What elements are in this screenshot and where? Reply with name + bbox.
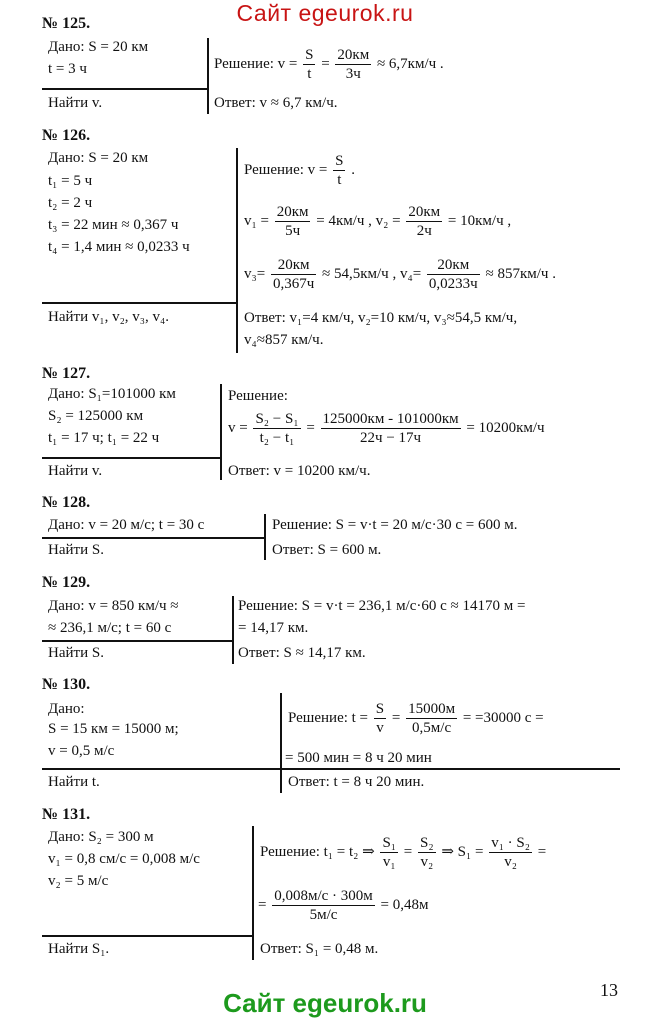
p131-find-line [42, 935, 254, 937]
problem-127-number: № 127. [42, 365, 91, 382]
p129-find: Найти S. [48, 645, 104, 661]
p129-given-1: Дано: v = 850 км/ч ≈ [48, 598, 179, 614]
p129-answer: Ответ: S ≈ 14,17 км. [238, 645, 366, 661]
p130-divider [280, 693, 282, 793]
p125-find: Найти v. [48, 95, 103, 111]
problem-125-number: № 125. [42, 15, 91, 32]
p126-given-3: t₂ = 2 ч [48, 195, 93, 211]
p130-solution: Решение: t = $\frac{S}{v}$ = $\frac{15000м}{0,5м/с}$ = =30000 с = [288, 701, 544, 737]
page-number: 13 [600, 980, 618, 1000]
p127-given-3: t₁ = 17 ч; t₁ = 22 ч [48, 430, 160, 446]
p131-given-1: Дано: S₂ = 300 м [48, 829, 154, 845]
p130-answer: Ответ: t = 8 ч 20 мин. [288, 774, 425, 790]
p126-given-2: t₁ = 5 ч [48, 173, 93, 189]
p128-given: Дано: v = 20 м/с; t = 30 с [48, 517, 205, 533]
p126-find: Найти v₁, v₂, v₃, v₄. [48, 309, 170, 325]
problem-129-number: № 129. [42, 574, 91, 591]
p126-given-4: t₃ = 22 мин ≈ 0,367 ч [48, 217, 179, 233]
p126-solution-row1: v₁ = $\frac{20км}{5ч}$ = 4км/ч , v₂ = $\frac{20км}{2ч}$ = 10км/ч , [244, 204, 512, 240]
p125-answer: Ответ: v ≈ 6,7 км/ч. [214, 95, 338, 111]
p131-solution-row1: Решение: t₁ = t₂ ⇒ $\frac{\text{S₁}}{\text{v₁}}$ = $\frac{\text{S₂}}{\text{v₂}}$ ⇒ S₁ = $\frac{\text{v₁ · S₂}}{\text{v₂}}$ = [260, 835, 547, 871]
p127-answer: Ответ: v = 10200 км/ч. [228, 463, 371, 479]
p127-find-line [42, 457, 222, 459]
p131-answer: Ответ: S₁ = 0,48 м. [260, 941, 379, 957]
p129-find-line [42, 640, 234, 642]
problem-126-number: № 126. [42, 127, 91, 144]
p126-answer-1: Ответ: v₁=4 км/ч, v₂=10 км/ч, v₃≈54,5 км/ч, [244, 310, 518, 326]
p131-solution-row2: = $\frac{0,008м/с \cdot 300м}{5м/с}$ = 0,48м [258, 888, 429, 924]
p127-solution-formula: v = $\frac{\text{S₂ − S₁}}{\text{t₂ − t₁}}$ = $\frac{125000км - 101000км}{22ч - 17ч}$ = 10200км/ч [228, 411, 545, 447]
p126-divider [236, 148, 238, 353]
p130-find: Найти t. [48, 774, 100, 790]
p129-given-2: ≈ 236,1 м/с; t = 60 с [48, 620, 172, 636]
p125-given-2: t = 3 ч [48, 61, 87, 77]
p128-answer: Ответ: S = 600 м. [272, 542, 382, 558]
p130-given-1: Дано: [48, 701, 85, 717]
p127-divider [220, 384, 222, 480]
p129-divider [232, 596, 234, 664]
p126-find-line [42, 302, 238, 304]
p127-find: Найти v. [48, 463, 103, 479]
p127-given-2: S₂ = 125000 км [48, 408, 144, 424]
problem-128-number: № 128. [42, 494, 91, 511]
p130-given-3: v = 0,5 м/с [48, 743, 115, 759]
p128-find: Найти S. [48, 542, 104, 558]
p130-given-2: S = 15 км = 15000 м; [48, 721, 179, 737]
p127-solution-head: Решение: [228, 388, 288, 404]
p125-divider [207, 38, 209, 114]
watermark-bottom: Сайт egeurok.ru [223, 988, 427, 1018]
p128-solution: Решение: S = v·t = 20 м/с·30 с = 600 м. [272, 517, 518, 533]
p126-given-5: t₄ = 1,4 мин ≈ 0,0233 ч [48, 239, 190, 255]
p126-answer-2: v₄≈857 км/ч. [244, 332, 324, 348]
problem-131-number: № 131. [42, 806, 91, 823]
p130-find-line [42, 768, 620, 770]
p128-find-line [42, 537, 266, 539]
p129-solution-1: Решение: S = v·t = 236,1 м/с·60 с ≈ 14170 м = [238, 598, 526, 614]
p127-given-1: Дано: S₁=101000 км [48, 386, 176, 402]
p125-solution: Решение: v = $\frac{S}{t}$ = $\frac{20км}{3ч}$ ≈ 6,7км/ч . [214, 47, 444, 83]
p131-find: Найти S₁. [48, 941, 110, 957]
p131-given-2: v₁ = 0,8 см/с = 0,008 м/с [48, 851, 200, 867]
p126-solution-head: Решение: v = $\frac{S}{t}$ . [244, 153, 355, 189]
p126-given-1: Дано: S = 20 км [48, 150, 149, 166]
p126-solution-row2: v₃= $\frac{20км}{0,367ч}$ ≈ 54,5км/ч , v₄= $\frac{20км}{0,0233ч}$ ≈ 857км/ч . [244, 257, 556, 293]
p131-divider [252, 826, 254, 960]
problem-130-number: № 130. [42, 676, 91, 693]
p125-find-line [42, 88, 209, 90]
p130-solution-2: = 500 мин = 8 ч 20 мин [285, 750, 432, 766]
p131-given-3: v₂ = 5 м/с [48, 873, 109, 889]
p125-given-1: Дано: S = 20 км [48, 39, 149, 55]
watermark-top: Сайт egeurok.ru [236, 0, 414, 26]
p129-solution-2: = 14,17 км. [238, 620, 309, 636]
